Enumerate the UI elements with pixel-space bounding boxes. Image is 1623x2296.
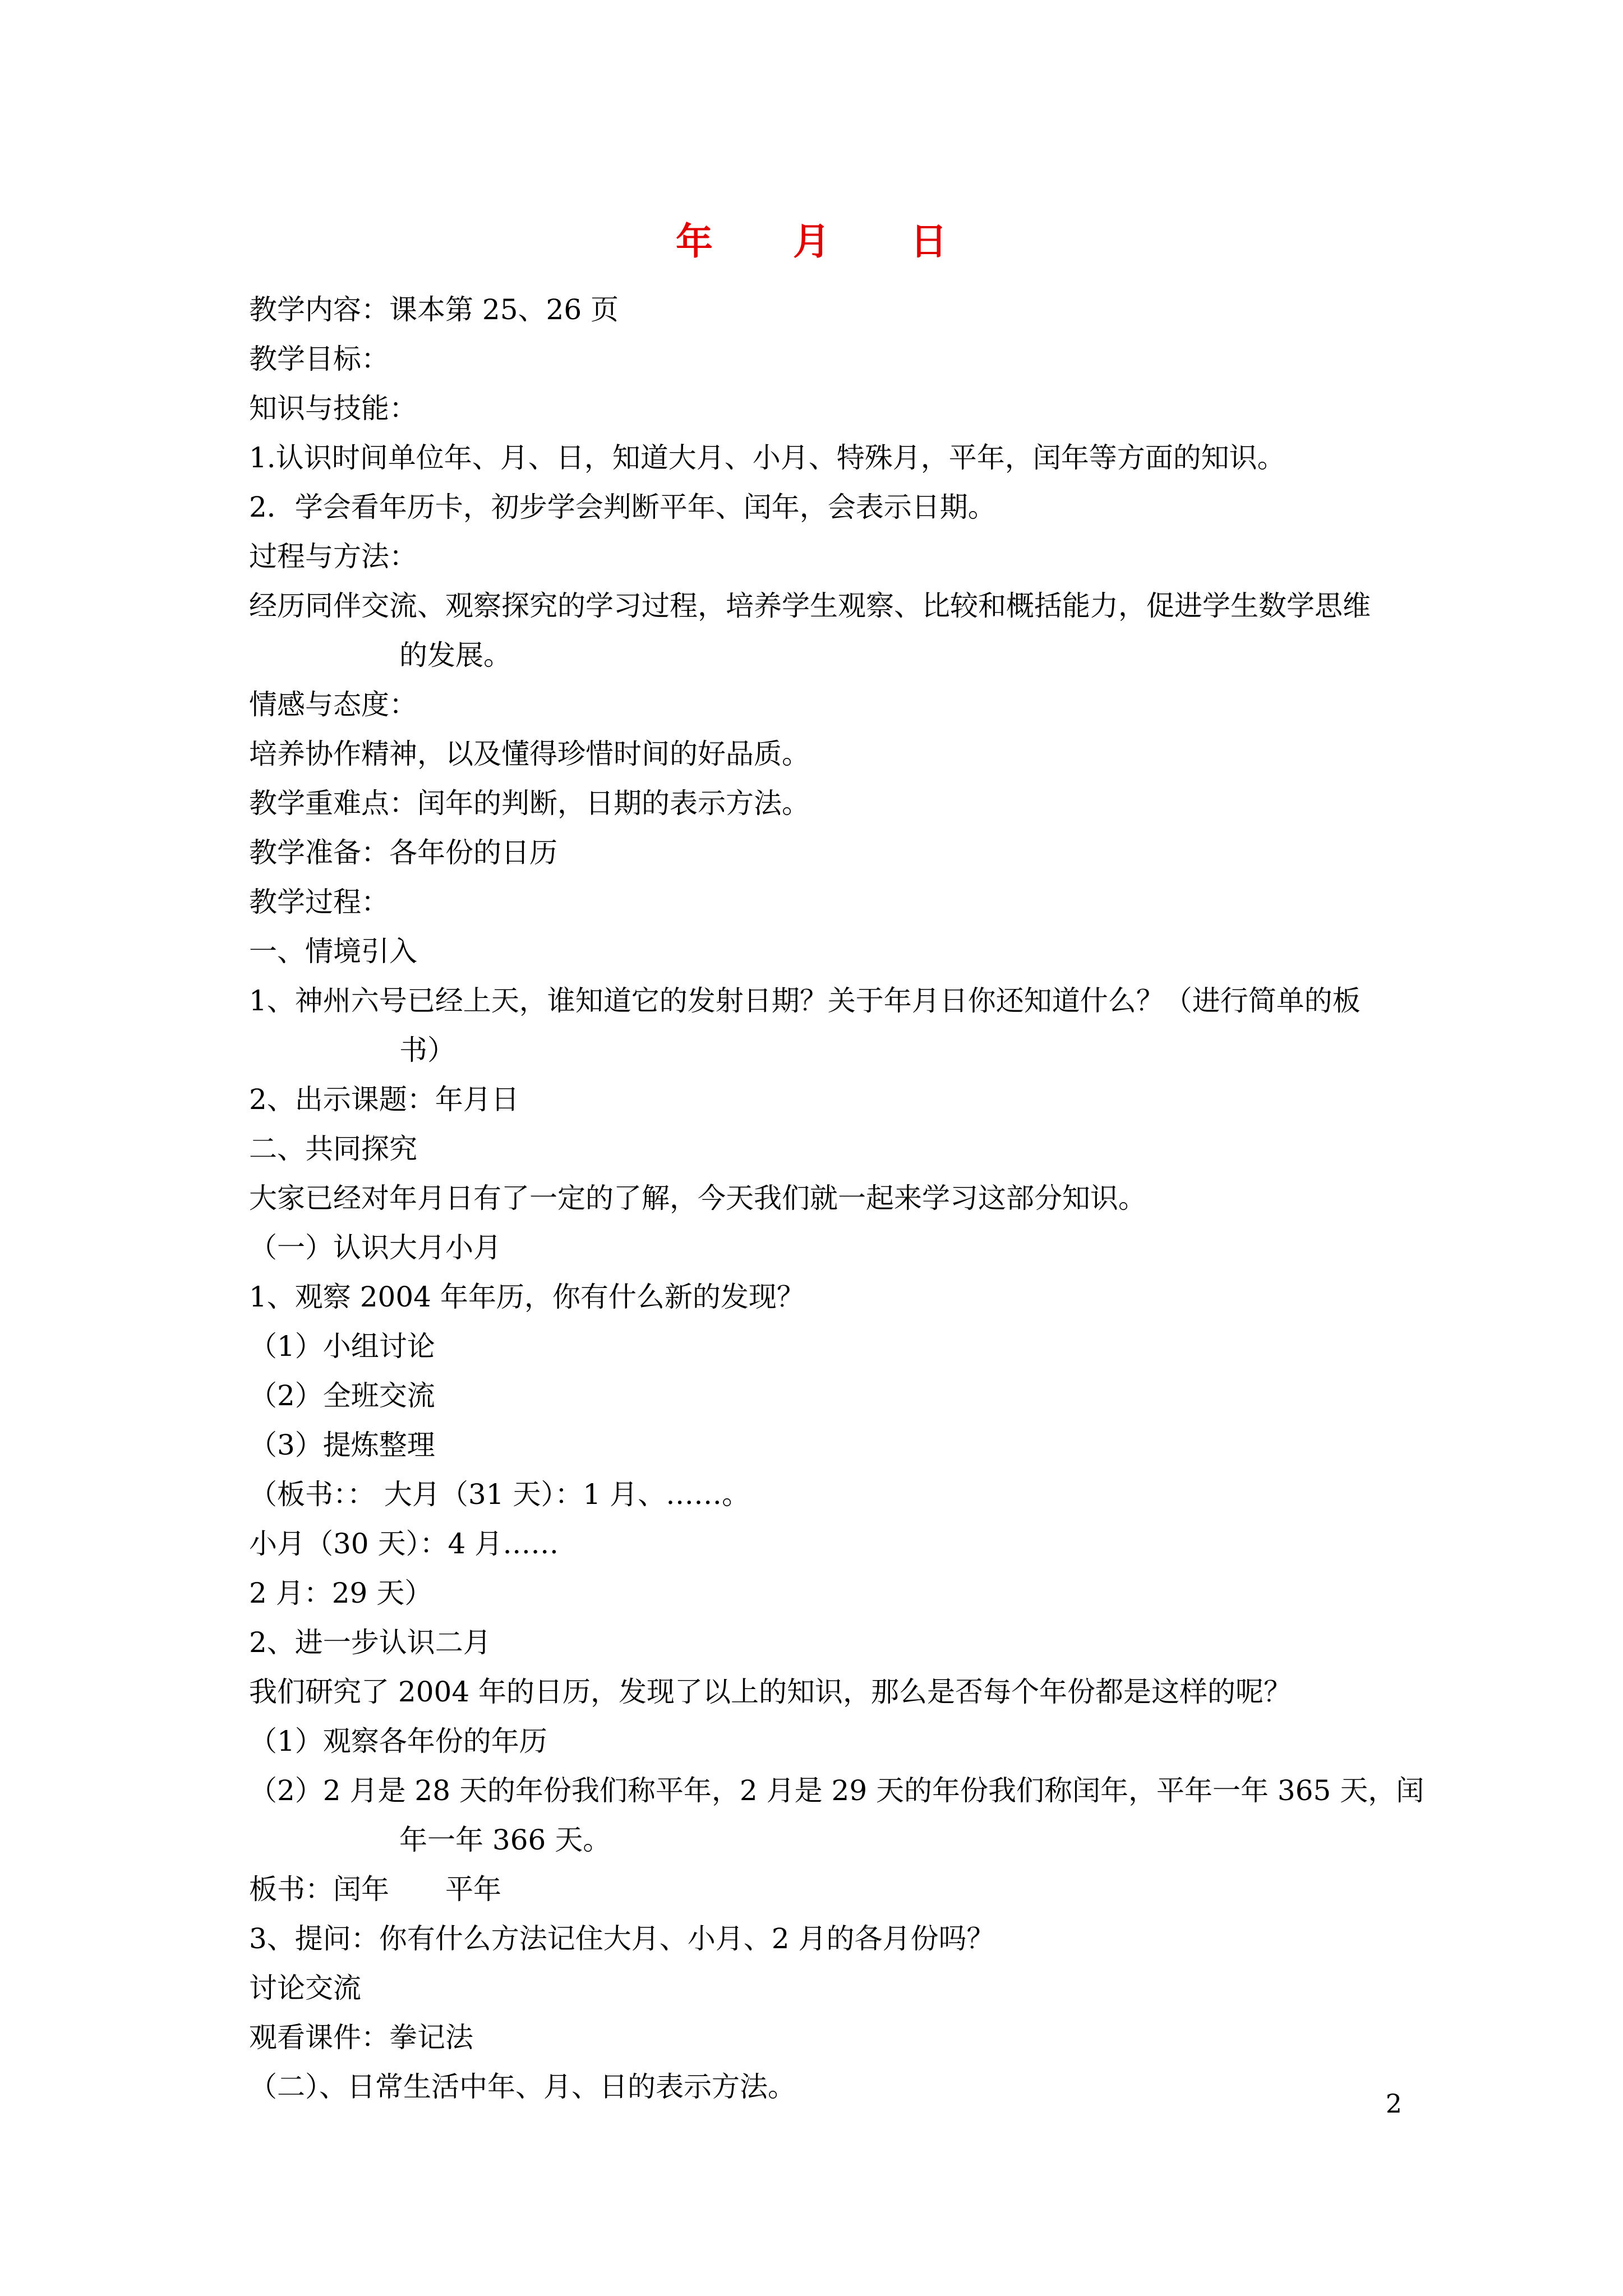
text-line: 教学目标： (249, 343, 389, 375)
text-line: 一、情境引入 (249, 935, 417, 968)
text-line: 情感与态度： (249, 688, 417, 721)
text-line: 二、共同探究 (249, 1133, 417, 1165)
text-line: 2 月：29 天） (249, 1577, 433, 1609)
text-line: （1）观察各年份的年历 (249, 1725, 547, 1757)
text-line: 教学过程： (249, 886, 389, 918)
text-line: 2．学会看年历卡，初步学会判断平年、闰年，会表示日期。 (249, 491, 996, 523)
text-line: （板书：： 大月（31 天）：1 月、……。 (249, 1478, 750, 1511)
text-line: 讨论交流 (249, 1972, 361, 2004)
paragraph-first-line: 1、神州六号已经上天，谁知道它的发射日期？关于年月日你还知道什么？（进行简单的板 (249, 984, 1361, 1017)
wrapped-paragraph (249, 976, 1393, 1075)
text-line: 知识与技能： (249, 392, 417, 425)
wrapped-paragraph (249, 1766, 1424, 1865)
paragraph-continuation: 书） (399, 1034, 455, 1066)
text-line: （3）提炼整理 (249, 1429, 435, 1461)
wrapped-paragraph (249, 581, 1393, 680)
text-line: 板书：闰年 平年 (249, 1873, 501, 1906)
text-line: 培养协作精神，以及懂得珍惜时间的好品质。 (249, 738, 810, 770)
text-line: （1）小组讨论 (249, 1330, 435, 1363)
text-line: 观看课件：拳记法 (249, 2021, 473, 2054)
paragraph-continuation: 的发展。 (399, 639, 511, 671)
text-line: 教学重难点：闰年的判断，日期的表示方法。 (249, 787, 810, 820)
text-line: 1.认识时间单位年、月、日，知道大月、小月、特殊月，平年，闰年等方面的知识。 (249, 441, 1285, 474)
text-line: 教学准备：各年份的日历 (249, 836, 557, 869)
paragraph-first-line: 经历同伴交流、观察探究的学习过程，培养学生观察、比较和概括能力，促进学生数学思维 (249, 590, 1371, 622)
text-line: 1、观察 2004 年年历，你有什么新的发现？ (249, 1281, 805, 1313)
text-line: 我们研究了 2004 年的日历，发现了以上的知识，那么是否每个年份都是这样的呢？ (249, 1676, 1292, 1708)
text-line: 过程与方法： (249, 540, 417, 573)
document-body (249, 285, 1424, 2111)
text-line: （一）认识大月小月 (249, 1231, 501, 1264)
paragraph-first-line: （2）2 月是 28 天的年份我们称平年，2 月是 29 天的年份我们称闰年，平年一年 365 天，闰 (249, 1774, 1424, 1807)
page-number: 2 (1385, 2088, 1402, 2119)
paragraph-continuation: 年一年 366 天。 (399, 1824, 611, 1856)
text-line: 2、出示课题：年月日 (249, 1083, 519, 1116)
text-line: 2、进一步认识二月 (249, 1626, 491, 1659)
page-title: 年 月 日 (676, 219, 981, 263)
text-line: 3、提问：你有什么方法记住大月、小月、2 月的各月份吗？ (249, 1922, 995, 1955)
text-line: 大家已经对年月日有了一定的了解，今天我们就一起来学习这部分知识。 (249, 1182, 1146, 1214)
text-line: （二）、日常生活中年、月、日的表示方法。 (249, 2070, 796, 2103)
text-line: 教学内容：课本第 25、26 页 (249, 293, 619, 326)
text-line: 小月（30 天）：4 月…… (249, 1527, 559, 1560)
text-line: （2）全班交流 (249, 1379, 435, 1412)
